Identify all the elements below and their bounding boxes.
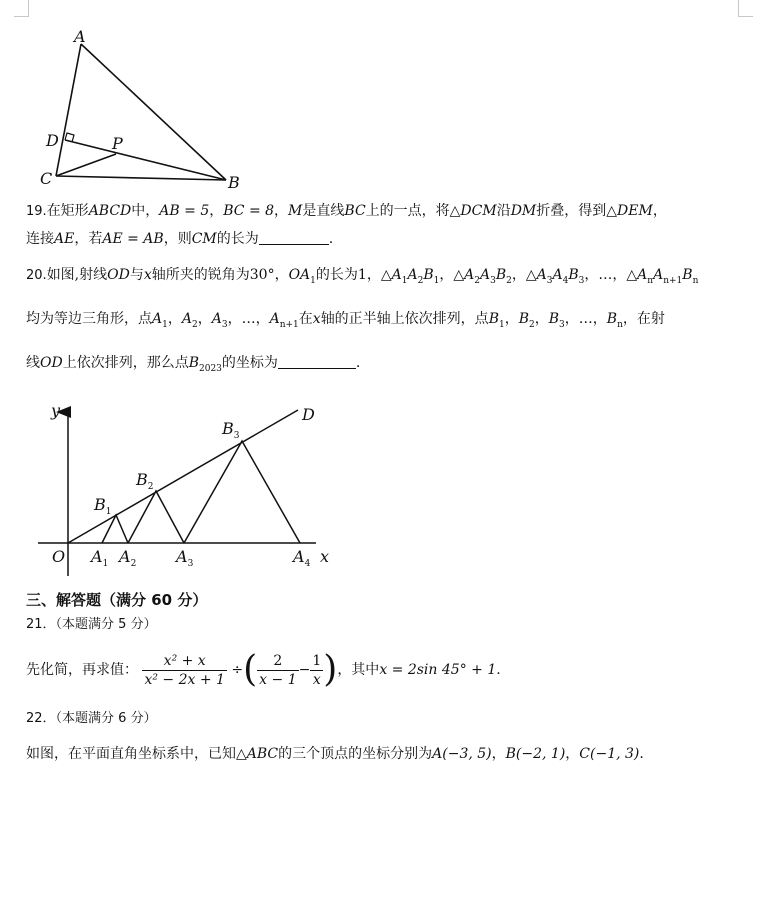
- ray-triangles-figure: [30, 396, 350, 576]
- q19-end: .: [328, 231, 334, 247]
- math-A: A: [269, 311, 280, 327]
- fraction-2: [257, 652, 298, 689]
- ray-OD: [68, 410, 298, 543]
- label-A2: $A_2$: [119, 547, 137, 569]
- q20-text: ，: [564, 311, 579, 327]
- math-A: A: [152, 311, 163, 327]
- math-B: B: [518, 311, 530, 327]
- q20-text: ，: [227, 311, 242, 327]
- q20-text: ，: [612, 267, 627, 283]
- q20-text: ，: [439, 267, 454, 283]
- label-A: A: [74, 27, 86, 46]
- math-x: x: [143, 267, 152, 283]
- math-AB-eq: AB = 5: [159, 203, 210, 219]
- sub: 2023: [199, 363, 222, 374]
- section-heading: 三、解答题（满分 60 分）: [26, 591, 208, 609]
- q20-text: 上依次排列，那么点: [62, 355, 189, 371]
- label-B1: $B_1$: [94, 495, 112, 517]
- q20-text: ，: [511, 267, 526, 283]
- q20-text: ，: [197, 311, 212, 327]
- q19-text: ，若: [74, 231, 103, 247]
- fraction-denominator: x² − 2x + 1: [144, 671, 225, 688]
- math-B: B: [188, 355, 199, 371]
- math-B: B: [423, 267, 434, 283]
- sub: n: [617, 319, 623, 330]
- math-DM: DM: [510, 203, 537, 219]
- math-tri-DCM: △DCM: [449, 203, 497, 219]
- math-B: B: [682, 267, 693, 283]
- paren-close: ): [323, 649, 338, 690]
- math-A: A: [653, 267, 664, 283]
- q20-text: ，: [504, 311, 519, 327]
- math-A: A: [181, 311, 192, 327]
- q20-text: 在: [298, 311, 313, 327]
- sub: 1: [498, 319, 505, 330]
- sub: 1: [162, 319, 168, 330]
- math-len: 1: [357, 267, 367, 283]
- q19-text: 在矩形: [46, 203, 89, 219]
- q20-text: ，: [255, 311, 270, 327]
- q20-text: 的坐标为: [221, 355, 278, 371]
- math-OA: OA: [288, 267, 311, 283]
- math-tri: △A: [626, 267, 648, 283]
- label-D: D: [302, 405, 315, 424]
- sub: 2: [506, 275, 512, 286]
- q21-text: ，其中: [337, 662, 380, 678]
- math-B: B: [488, 311, 499, 327]
- ellipsis: …: [241, 311, 256, 327]
- q20-text: 均为等边三角形，点: [26, 311, 152, 327]
- q19-text: 折叠，得到: [536, 203, 607, 219]
- sub: n: [692, 275, 699, 286]
- q20-text: ，: [366, 267, 381, 283]
- q20-line3: [26, 353, 360, 379]
- q19-text: 是直线: [302, 203, 345, 219]
- sub: 4: [562, 275, 569, 286]
- math-tri-ABC: △ABC: [236, 746, 279, 762]
- divide-sign: ÷: [231, 662, 244, 678]
- q19-text: ，: [274, 203, 289, 219]
- math-A: A: [479, 267, 491, 283]
- label-A3: $A_3$: [176, 547, 194, 569]
- math-OD: OD: [107, 267, 130, 283]
- fraction-denominator: x: [312, 671, 321, 688]
- fraction-numerator: 2: [257, 652, 298, 671]
- math-B: B: [495, 267, 507, 283]
- math-point-A: A(−3, 5): [432, 746, 492, 762]
- sub: 3: [546, 275, 553, 286]
- math-AE-eq: AE = AB: [102, 231, 164, 247]
- fraction-1: [142, 652, 226, 689]
- q20-text: ，: [167, 311, 182, 327]
- q20-text: 如图,射线: [46, 267, 108, 283]
- math-A: A: [407, 267, 418, 283]
- q22-body: [26, 744, 644, 764]
- fraction-numerator: 1: [312, 652, 322, 669]
- q20-text: 线: [26, 355, 40, 371]
- segment-DB: [65, 140, 226, 180]
- q19-text: 连接: [26, 231, 54, 247]
- q20-text: ，: [534, 311, 549, 327]
- triangle-A3A4B3: [184, 441, 300, 543]
- q19-line1: [26, 201, 667, 222]
- triangle-A2A3B2: [128, 491, 184, 543]
- q19-text: 上的一点，将: [365, 203, 450, 219]
- q22-text: 如图，在平面直角坐标系中，已知: [26, 746, 236, 762]
- q20-text: 与: [129, 267, 144, 283]
- label-B2: $B_2$: [136, 470, 154, 492]
- label-D: D: [46, 131, 59, 150]
- label-A4: $A_4$: [293, 547, 311, 569]
- q20-text: 轴的正半轴上依次排列，点: [320, 311, 489, 327]
- q19-number: 19.: [26, 204, 47, 219]
- page-corner-mark-left: [14, 0, 29, 17]
- sub: 2: [417, 275, 424, 286]
- q22-text: 的三个顶点的坐标分别为: [278, 746, 433, 762]
- q20-text: ，: [274, 267, 289, 283]
- q19-text: ，: [209, 203, 224, 219]
- segment-CP: [56, 154, 116, 176]
- sub: 1: [310, 275, 316, 286]
- q22-end: .: [639, 746, 644, 762]
- sub: 1: [401, 275, 408, 286]
- sub: 3: [578, 275, 585, 286]
- ellipsis: …: [578, 311, 593, 327]
- q20-line1: [26, 265, 698, 291]
- sub: 2: [529, 319, 535, 330]
- math-A: A: [552, 267, 563, 283]
- math-A: A: [211, 311, 222, 327]
- math-point-C: C(−1, 3): [579, 746, 640, 762]
- math-AE: AE: [54, 231, 75, 247]
- q22-text: ，: [491, 746, 506, 762]
- q19-text: 的长为: [216, 231, 259, 247]
- label-y: y: [51, 401, 61, 420]
- ellipsis: …: [598, 267, 613, 283]
- label-A1: $A_1$: [91, 547, 109, 569]
- math-angle: 30°: [249, 267, 275, 283]
- q20-line2: [26, 309, 665, 335]
- q19-text: 沿: [496, 203, 511, 219]
- math-B: B: [568, 267, 579, 283]
- label-x: x: [320, 547, 330, 566]
- q19-text: ，: [652, 203, 667, 219]
- label-B3: $B_3$: [222, 419, 240, 441]
- q19-text: 中，: [131, 203, 160, 219]
- answer-blank[interactable]: [278, 354, 356, 369]
- label-B: B: [228, 173, 240, 192]
- label-P: P: [112, 134, 123, 153]
- fraction-3: [310, 652, 323, 689]
- sub: 3: [559, 319, 565, 330]
- fraction-numerator: x² + x: [142, 652, 226, 671]
- math-tri: △A: [525, 267, 547, 283]
- math-B: B: [548, 311, 560, 327]
- math-OD: OD: [40, 355, 63, 371]
- label-O: O: [52, 547, 66, 566]
- triangle-figure: [30, 26, 260, 194]
- sub: n+1: [663, 275, 683, 286]
- segment-CB: [56, 176, 226, 180]
- math-BC-eq: BC = 8: [223, 203, 275, 219]
- fraction-denominator: x − 1: [259, 671, 297, 688]
- q20-text: ，: [584, 267, 599, 283]
- q21-end: .: [496, 662, 501, 678]
- q20-text: ，: [592, 311, 607, 327]
- math-BC: BC: [344, 203, 366, 219]
- math-point-B: B(−2, 1): [505, 746, 566, 762]
- q21-body: [26, 650, 501, 690]
- math-tri-DEM: △DEM: [606, 203, 653, 219]
- math-tri: △A: [453, 267, 475, 283]
- q19-line2: [26, 229, 333, 249]
- sub: 3: [490, 275, 496, 286]
- answer-blank[interactable]: [259, 230, 329, 245]
- q20-text: ，在射: [622, 311, 665, 327]
- sub: n: [647, 275, 654, 286]
- math-CM: CM: [191, 231, 217, 247]
- page-corner-mark-right: [738, 0, 753, 17]
- math-condition: x = 2sin 45° + 1: [379, 662, 497, 678]
- math-ABCD: ABCD: [88, 203, 132, 219]
- q20-text: 的长为: [315, 267, 358, 283]
- sub: 2: [474, 275, 480, 286]
- minus-sign: −: [298, 662, 311, 678]
- q21-title: 21．（本题满分 5 分）: [26, 617, 157, 632]
- q22-title: 22．（本题满分 6 分）: [26, 711, 157, 726]
- math-x: x: [312, 311, 321, 327]
- triangle-A1A2B1: [102, 515, 128, 543]
- sub: 1: [433, 275, 440, 286]
- sub: n+1: [279, 319, 299, 330]
- paren-open: (: [243, 649, 258, 690]
- sub: 3: [221, 319, 228, 330]
- math-tri: △A: [380, 267, 402, 283]
- q20-number: 20.: [26, 268, 47, 283]
- q20-text: 轴所夹的锐角为: [151, 267, 250, 283]
- sub: 2: [191, 319, 198, 330]
- segment-AC: [56, 44, 81, 176]
- q20-end: .: [355, 355, 361, 371]
- math-M: M: [288, 203, 303, 219]
- q22-text: ，: [565, 746, 580, 762]
- q21-text: 先化简，再求值：: [26, 662, 138, 678]
- q19-text: ，则: [163, 231, 192, 247]
- math-B: B: [606, 311, 618, 327]
- label-C: C: [40, 169, 53, 188]
